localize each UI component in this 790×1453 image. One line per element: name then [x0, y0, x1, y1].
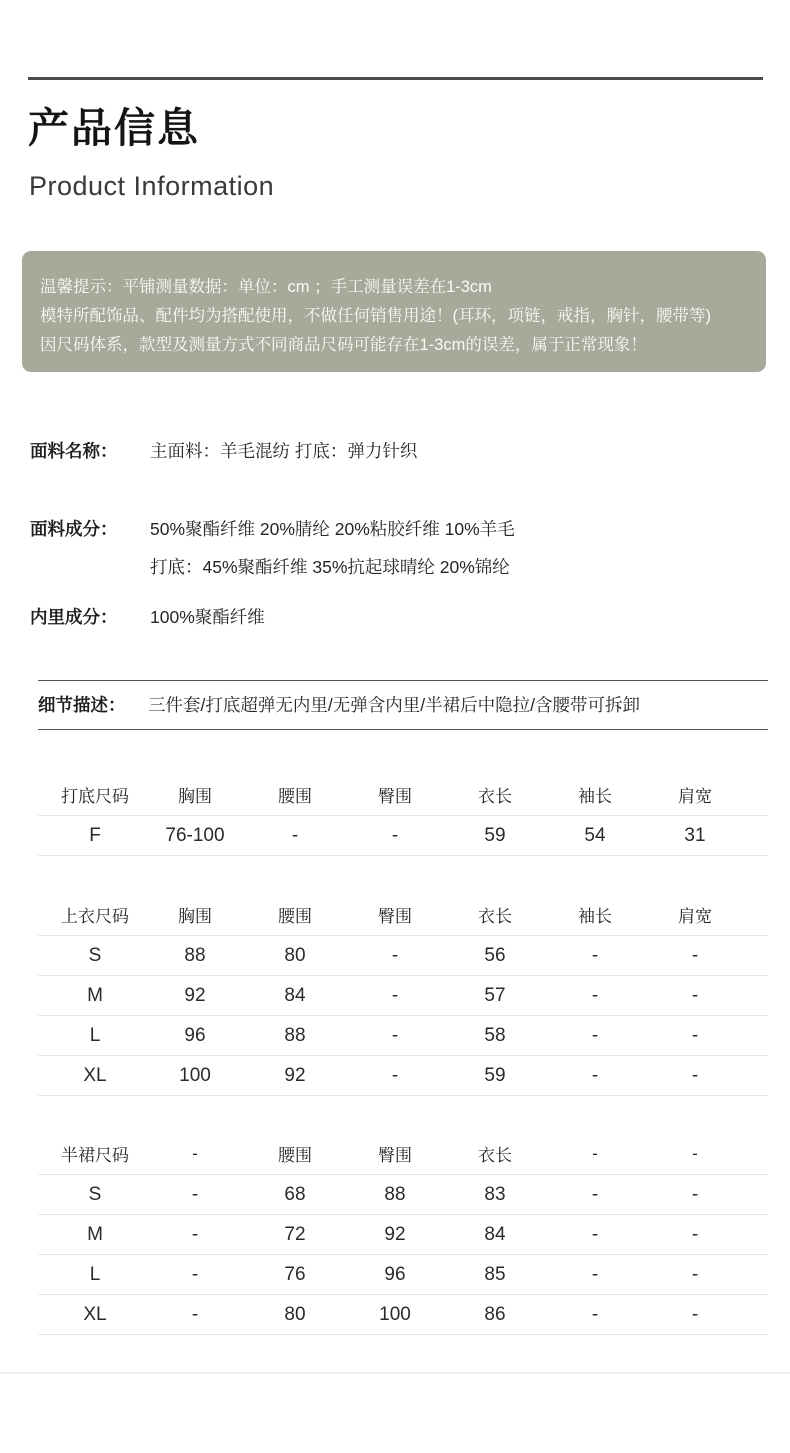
info-label: 面料成分： — [30, 519, 118, 539]
info-row-lining-composition — [30, 605, 790, 629]
info-row-fabric-composition — [30, 517, 790, 579]
info-value: 50%聚酯纤维 20%腈纶 20%粘胶纤维 10%羊毛 — [150, 519, 515, 539]
table-cell: 100 — [179, 1064, 211, 1086]
table-cell: 80 — [284, 1303, 306, 1325]
table-header-row — [45, 1133, 745, 1174]
table-cell: - — [591, 1303, 599, 1325]
table-cell: - — [591, 1024, 599, 1046]
table-header-row — [45, 774, 745, 815]
table-cell: - — [191, 1223, 199, 1245]
table-row — [45, 816, 745, 855]
row-separator — [38, 1334, 768, 1335]
notice-line: 模特所配饰品、配件均为搭配使用，不做任何销售用途！(耳环，项链，戒指，胸针，腰带等) — [40, 307, 711, 325]
table-header-row — [45, 894, 745, 935]
detail-section — [0, 680, 790, 730]
detail-row — [0, 681, 790, 729]
table-cell: 84 — [284, 984, 306, 1006]
table-cell: - — [391, 1064, 399, 1086]
table-header-cell: 衣长 — [478, 787, 512, 806]
table-cell: - — [691, 1303, 699, 1325]
table-header-cell: - — [592, 1143, 598, 1163]
detail-divider-bottom — [38, 729, 768, 730]
table-cell: - — [591, 1263, 599, 1285]
table-cell: - — [691, 1223, 699, 1245]
table-cell: - — [391, 824, 399, 846]
table-header-cell: - — [192, 1143, 198, 1163]
size-table-打底尺码 — [45, 774, 745, 856]
table-cell: 83 — [484, 1183, 506, 1205]
table-cell: 58 — [484, 1024, 506, 1046]
table-cell: 100 — [379, 1303, 411, 1325]
table-cell: - — [591, 984, 599, 1006]
table-cell: 68 — [284, 1183, 306, 1205]
table-cell: 88 — [184, 944, 206, 966]
info-label: 内里成分： — [30, 607, 118, 627]
row-separator — [38, 855, 768, 856]
detail-value: 三件套/打底超弹无内里/无弹含内里/半裙后中隐拉/含腰带可拆卸 — [148, 695, 640, 715]
table-cell: 56 — [484, 944, 506, 966]
info-value: 100%聚酯纤维 — [150, 607, 265, 627]
table-row — [45, 1295, 745, 1334]
table-cell: XL — [83, 1064, 107, 1086]
table-cell: - — [591, 944, 599, 966]
table-cell: S — [88, 944, 102, 966]
table-header-cell: 肩宽 — [678, 787, 712, 806]
detail-label: 细节描述： — [38, 695, 126, 715]
table-row — [45, 1056, 745, 1095]
table-row — [45, 1175, 745, 1214]
info-row-fabric-name — [30, 439, 790, 463]
table-cell: - — [391, 1024, 399, 1046]
table-cell: 76-100 — [165, 824, 225, 846]
info-value: 主面料：羊毛混纺 打底：弹力针织 — [150, 441, 418, 461]
page-subtitle: Product Information — [29, 171, 275, 201]
info-value: 打底：45%聚酯纤维 35%抗起球晴纶 20%锦纶 — [150, 557, 510, 577]
table-cell: 88 — [384, 1183, 406, 1205]
table-header-cell: 腰围 — [278, 787, 312, 806]
table-header-cell: 臀围 — [378, 1146, 412, 1165]
table-cell: - — [691, 1064, 699, 1086]
table-cell: - — [291, 824, 299, 846]
table-cell: 31 — [684, 824, 706, 846]
notice-line: 温馨提示：平铺测量数据：单位：cm ；手工测量误差在1-3cm — [40, 278, 492, 296]
page-title: 产品信息 — [28, 105, 200, 151]
table-row — [45, 1255, 745, 1294]
table-header-cell: 臀围 — [378, 787, 412, 806]
table-header-cell: 臀围 — [378, 907, 412, 926]
notice-line: 因尺码体系，款型及测量方式不同商品尺码可能存在1-3cm的误差，属于正常现象！ — [40, 336, 647, 354]
table-cell: F — [89, 824, 101, 846]
table-cell: 76 — [284, 1263, 306, 1285]
table-cell: M — [87, 1223, 103, 1245]
table-header-cell: 半裙尺码 — [61, 1146, 129, 1165]
bottom-divider — [0, 1372, 790, 1374]
table-cell: 59 — [484, 1064, 506, 1086]
table-cell: M — [87, 984, 103, 1006]
table-cell: 72 — [284, 1223, 306, 1245]
table-cell: - — [591, 1183, 599, 1205]
table-header-cell: 打底尺码 — [61, 787, 129, 806]
table-cell: 92 — [284, 1064, 306, 1086]
table-cell: 92 — [384, 1223, 406, 1245]
table-cell: - — [691, 984, 699, 1006]
table-cell: - — [591, 1064, 599, 1086]
table-cell: S — [88, 1183, 102, 1205]
table-cell: XL — [83, 1303, 107, 1325]
table-cell: - — [191, 1303, 199, 1325]
table-cell: - — [191, 1183, 199, 1205]
table-row — [45, 976, 745, 1015]
table-header-cell: 肩宽 — [678, 907, 712, 926]
table-cell: 57 — [484, 984, 506, 1006]
table-header-cell: 腰围 — [278, 907, 312, 926]
table-header-cell: 胸围 — [178, 907, 212, 926]
table-cell: L — [89, 1263, 101, 1285]
table-cell: 80 — [284, 944, 306, 966]
table-cell: 85 — [484, 1263, 506, 1285]
table-header-cell: 衣长 — [478, 1146, 512, 1165]
table-row — [45, 1215, 745, 1254]
table-cell: - — [391, 984, 399, 1006]
table-cell: - — [691, 944, 699, 966]
table-cell: 54 — [584, 824, 606, 846]
table-cell: - — [691, 1024, 699, 1046]
table-cell: 84 — [484, 1223, 506, 1245]
table-row — [45, 1016, 745, 1055]
table-header-cell: 袖长 — [578, 907, 612, 926]
info-label: 面料名称： — [30, 441, 118, 461]
table-cell: 96 — [384, 1263, 406, 1285]
table-cell: 88 — [284, 1024, 306, 1046]
table-cell: 96 — [184, 1024, 206, 1046]
table-header-cell: 腰围 — [278, 1146, 312, 1165]
table-cell: 86 — [484, 1303, 506, 1325]
size-tables — [0, 774, 790, 1335]
size-table-半裙尺码 — [45, 1133, 745, 1335]
size-table-上衣尺码 — [45, 894, 745, 1096]
table-cell: - — [591, 1223, 599, 1245]
top-divider — [28, 77, 763, 80]
table-cell: - — [691, 1263, 699, 1285]
table-header-cell: - — [692, 1143, 698, 1163]
table-cell: 92 — [184, 984, 206, 1006]
table-header-cell: 胸围 — [178, 787, 212, 806]
table-row — [45, 936, 745, 975]
table-header-cell: 上衣尺码 — [61, 907, 129, 926]
table-cell: L — [89, 1024, 101, 1046]
table-header-cell: 袖长 — [578, 787, 612, 806]
table-cell: - — [391, 944, 399, 966]
table-header-cell: 衣长 — [478, 907, 512, 926]
product-info-page — [0, 77, 790, 1453]
row-separator — [38, 1095, 768, 1096]
table-cell: - — [691, 1183, 699, 1205]
notice-box — [22, 251, 766, 372]
table-cell: 59 — [484, 824, 506, 846]
table-cell: - — [191, 1263, 199, 1285]
